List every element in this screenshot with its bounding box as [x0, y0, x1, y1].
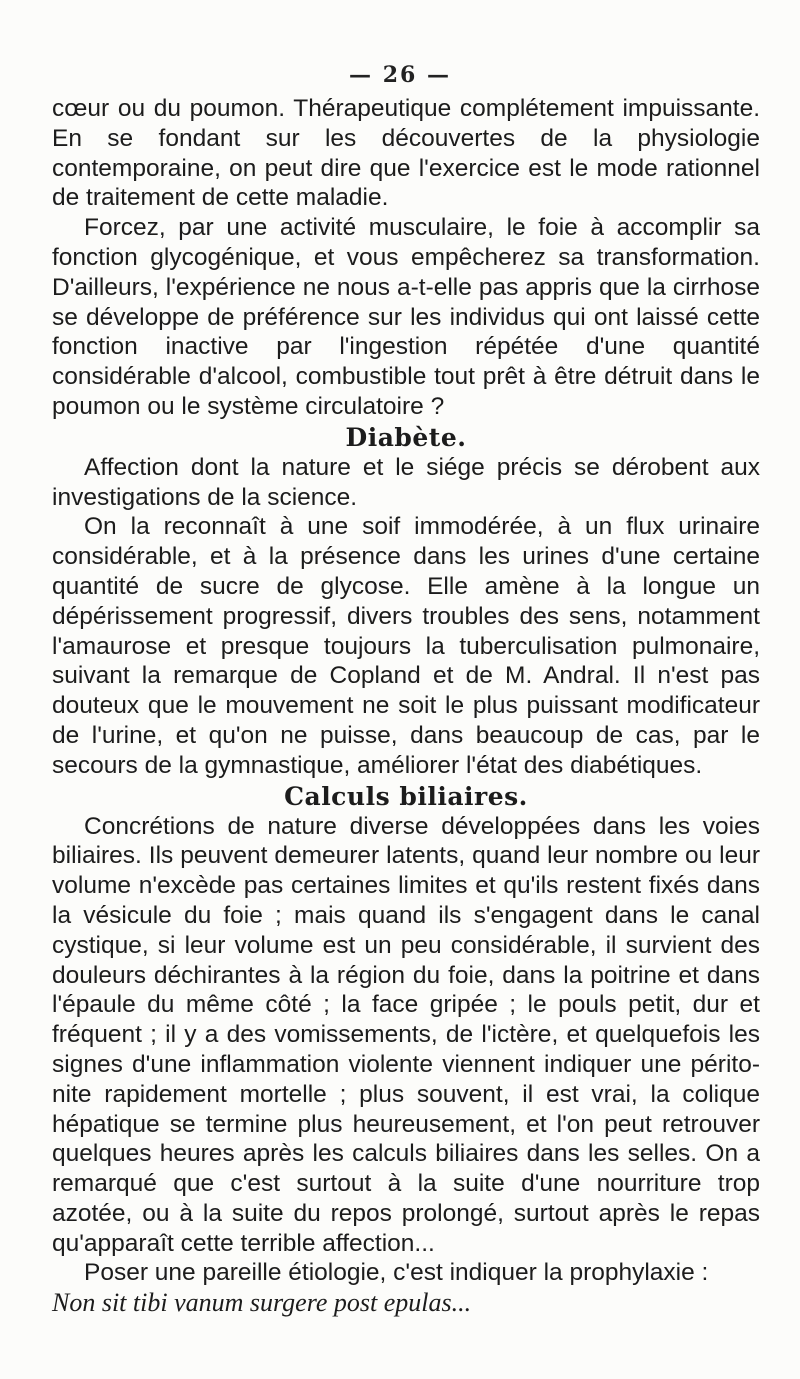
latin-quote [52, 1288, 760, 1319]
paragraph-cirrhose-end: cœur ou du poumon. Thérapeutique complétement impuissante. En se fondant sur les découvertes de la physiologie contemporaine, on peut dire que l'exercice est le mode rationnel de traitement de cette maladie. [52, 95, 760, 212]
section-heading-calculs: Calculs biliaires. [284, 781, 528, 811]
page-number: — 26 — [349, 62, 451, 88]
paragraph-calculs-prophylaxie: Poser une pareille étiologie, c'est indiquer la prophylaxie : [84, 1259, 709, 1287]
page-body [52, 94, 760, 1319]
paragraph-diabete-definition: Affection dont la nature et le siége précis se dérobent aux investigations de la science. [52, 453, 760, 511]
paragraph-calculs-description: Concrétions de nature diverse développées dans les voies biliaires. Ils peuvent demeurer latents, quand leur nombre ou leur volume n'excède pas certaines limites et qu'ils restent fixés dans la vésicule du foie ; mais quand ils s'engagent dans le canal cystique, si leur volume est un peu considérable, il survient des douleurs déchirantes à la région du foie, dans la poitrine et dans l'épaule du même côté ; la face gripée ; le pouls petit, dur et fréquent ; il y a des vomissements, de l'ictère, et quelquefois les signes d'une inflammation violente viennent indiquer une péritonite rapidement mortelle ; plus souvent, il est vrai, la colique hépatique se termine plus heureusement, et l'on peut retrouver quelques heures après les calculs biliaires dans les selles. On a remarqué que c'est surtout à la suite d'une nourriture trop azotée, ou à la suite du repos prolongé, surtout après le repas qu'apparaît cette terrible affection... [52, 812, 760, 1257]
paragraph-diabete-symptoms: On la reconnaît à une soif immodérée, à un flux urinaire considérable, et à la présence dans les urines d'une certaine quantité de sucre de glycose. Elle amène à la longue un dépérissement progressif, divers troubles des sens, notamment l'amaurose et presque toujours la tuberculisation pulmonaire, suivant la remarque de Copland et de M. Andral. Il n'est pas douteux que le mouvement ne soit le plus puissant modificateur de l'urine, et qu'on ne puisse, dans beaucoup de cas, par le secours de la gymnastique, améliorer l'état des diabétiques. [52, 513, 760, 779]
paragraph-cirrhose-exercise: Forcez, par une activité musculaire, le foie à accomplir sa fonction glycogénique, et vous empêcherez sa transformation. D'ailleurs, l'expérience ne nous a-t-elle pas appris que la cirrhose se développe de préférence sur les individus qui ont laissé cette fonction inactive par l'ingestion répétée d'une quantité considérable d'alcool, combustible tout prêt à être détruit dans le poumon ou le système circulatoire ? [52, 214, 760, 420]
section-heading-diabete: Diabète. [345, 422, 467, 452]
latin-quote-text: Non sit tibi vanum surgere post epulas... [52, 1288, 472, 1318]
